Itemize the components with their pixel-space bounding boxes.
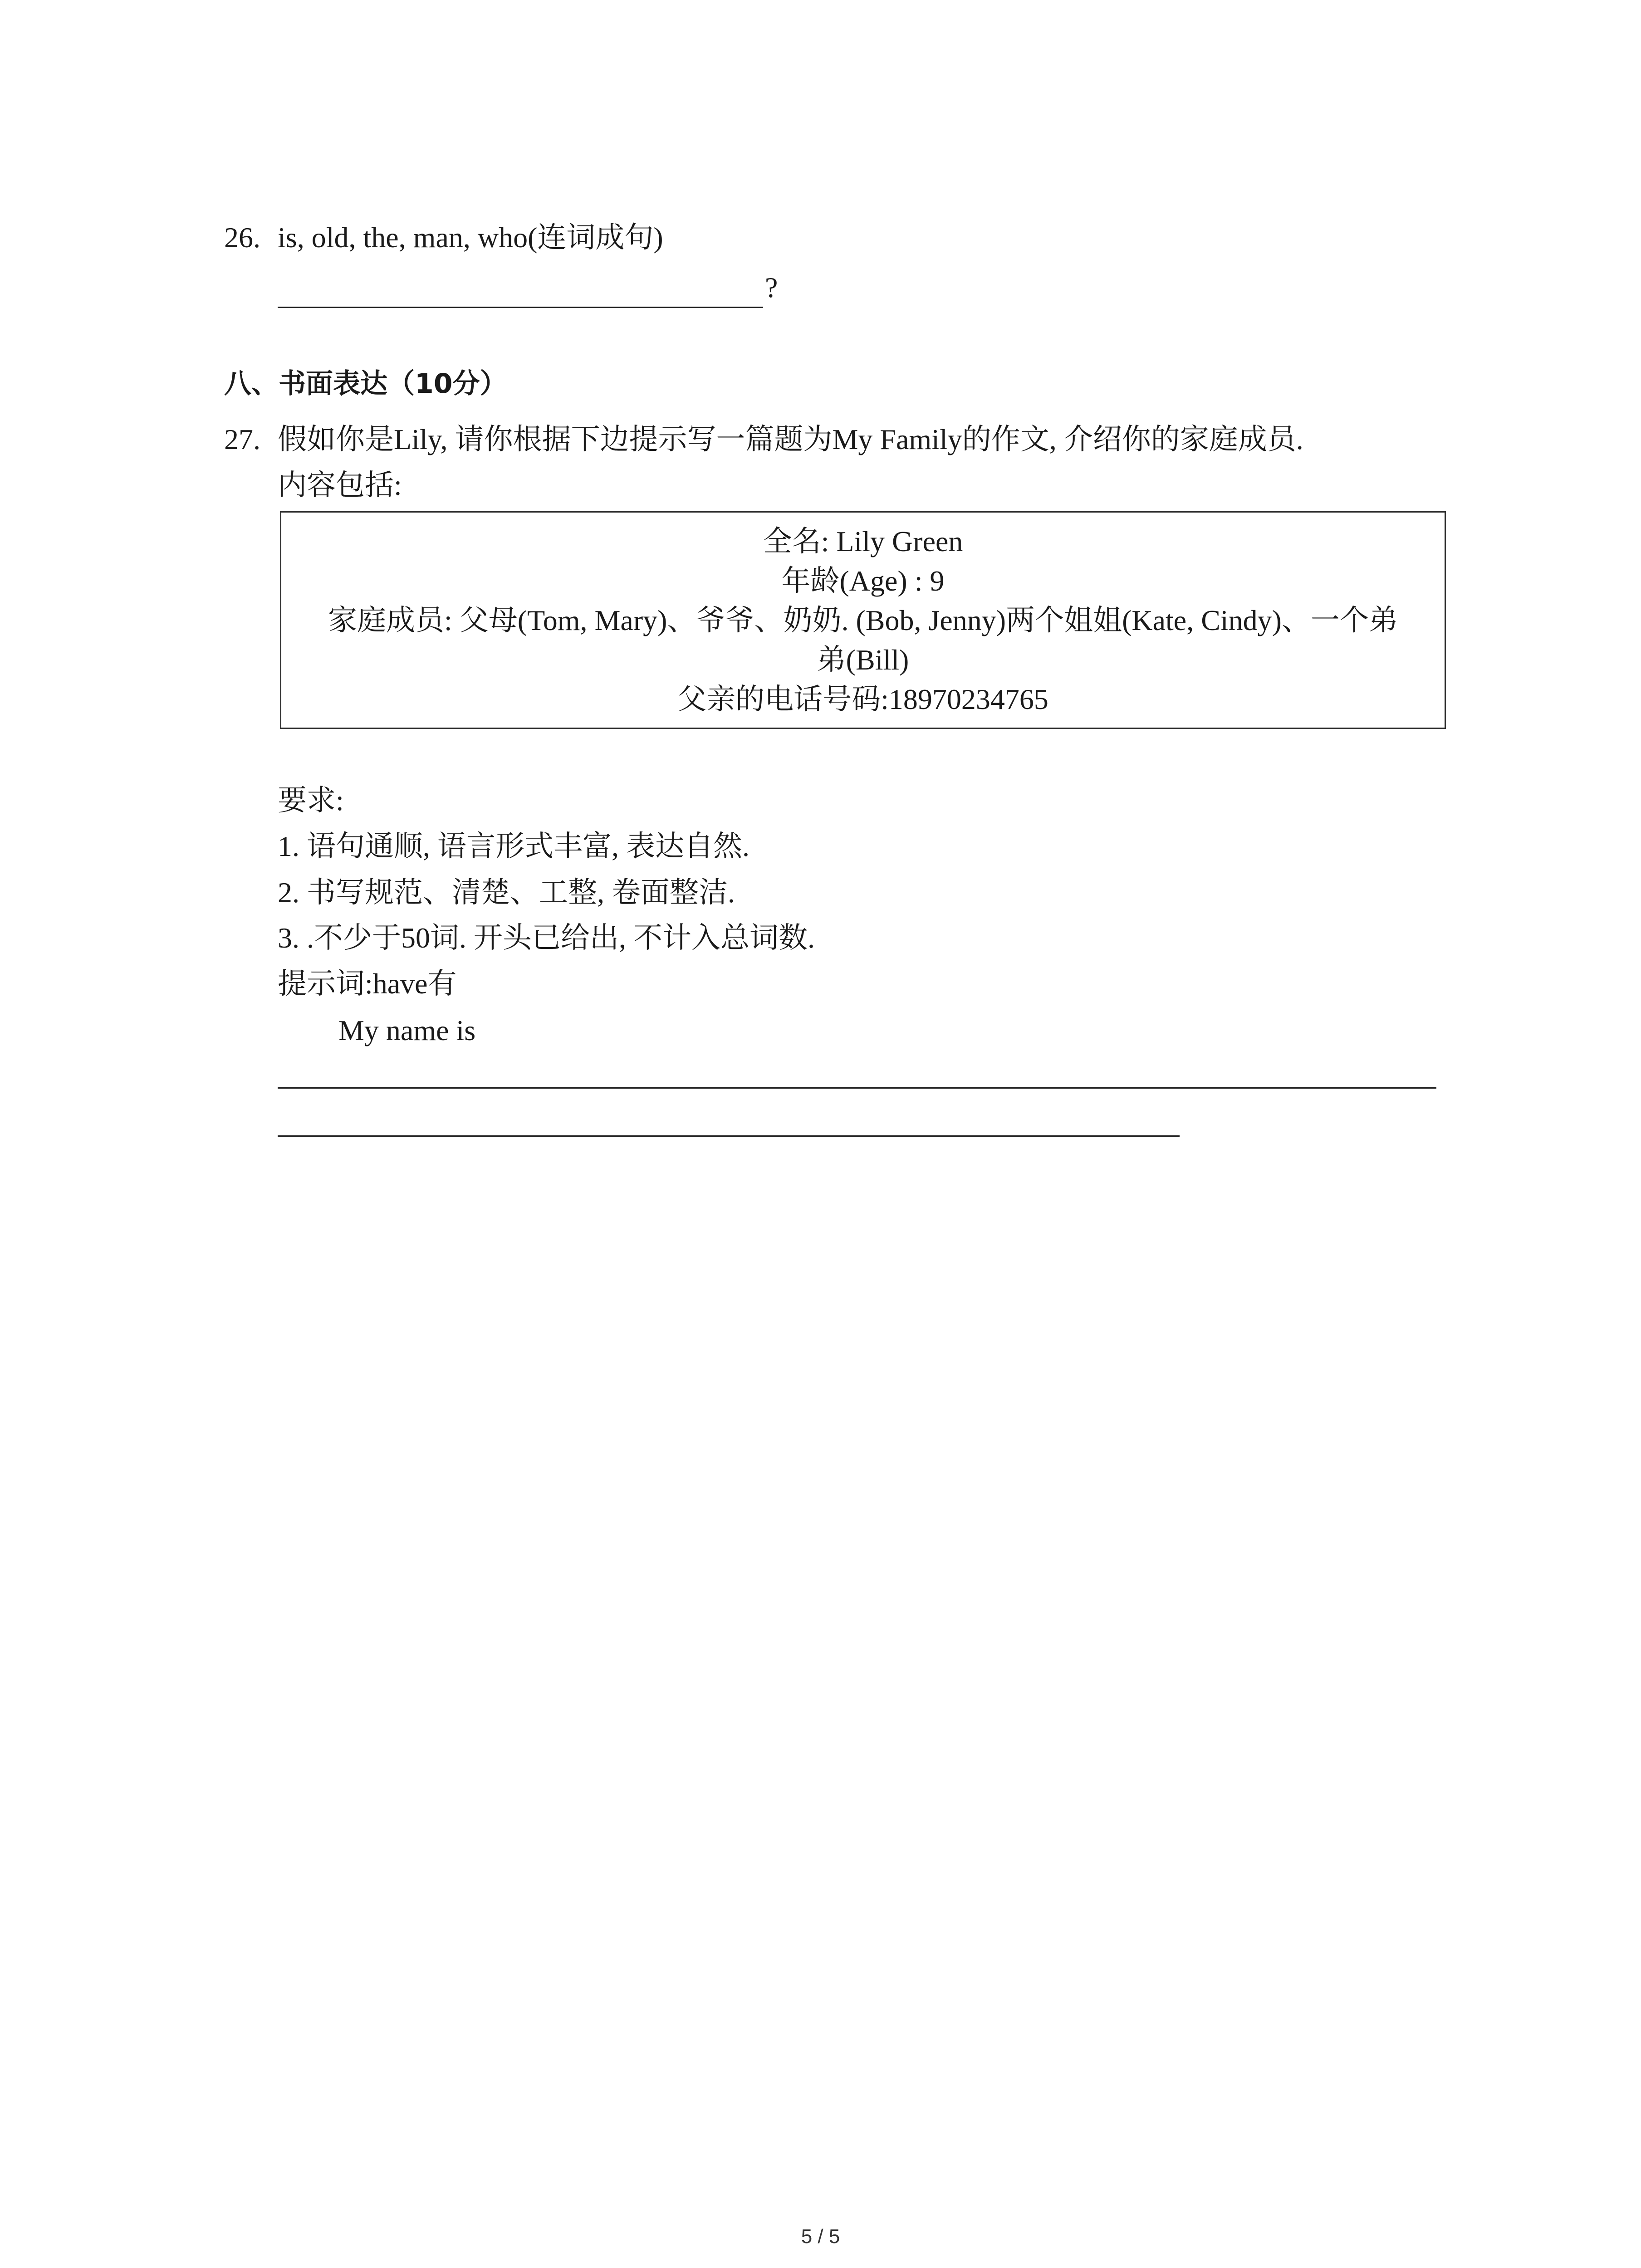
box-full-name: 全名: Lily Green	[763, 525, 963, 557]
writing-line-2[interactable]	[278, 1135, 1180, 1137]
hint-word: 提示词:have有	[278, 968, 457, 1000]
q26-answer-line[interactable]	[278, 307, 763, 308]
section-heading: 八、书面表达（10分）	[224, 368, 507, 400]
box-family-members: 家庭成员: 父母(Tom, Mary)、爷爷、奶奶. (Bob, Jenny)两个姐姐(Kate, Cindy)、一个弟	[328, 604, 1398, 636]
q27-content-label: 内容包括:	[278, 469, 402, 501]
q26-text: is, old, the, man, who(连词成句)	[278, 221, 663, 254]
requirements-label: 要求:	[278, 784, 344, 816]
page-number: 5 / 5	[801, 2225, 840, 2248]
requirement-2: 2. 书写规范、清楚、工整, 卷面整洁.	[278, 876, 735, 909]
q26-number: 26.	[224, 221, 260, 254]
q27-number: 27.	[224, 423, 260, 455]
box-family-members-cont: 弟(Bill)	[817, 644, 909, 676]
requirement-1: 1. 语句通顺, 语言形式丰富, 表达自然.	[278, 830, 749, 862]
box-age: 年龄(Age) : 9	[781, 565, 945, 597]
requirement-3: 3. .不少于50词. 开头已给出, 不计入总词数.	[278, 922, 815, 954]
writing-line-1[interactable]	[278, 1087, 1436, 1089]
q26-question-mark: ?	[765, 271, 778, 303]
essay-opening: My name is	[338, 1014, 476, 1046]
q27-prompt: 假如你是Lily, 请你根据下边提示写一篇题为My Family的作文, 介绍你的家庭成员.	[278, 423, 1303, 455]
content-box	[280, 511, 1446, 729]
box-phone-number: 父亲的电话号码:18970234765	[677, 683, 1048, 715]
